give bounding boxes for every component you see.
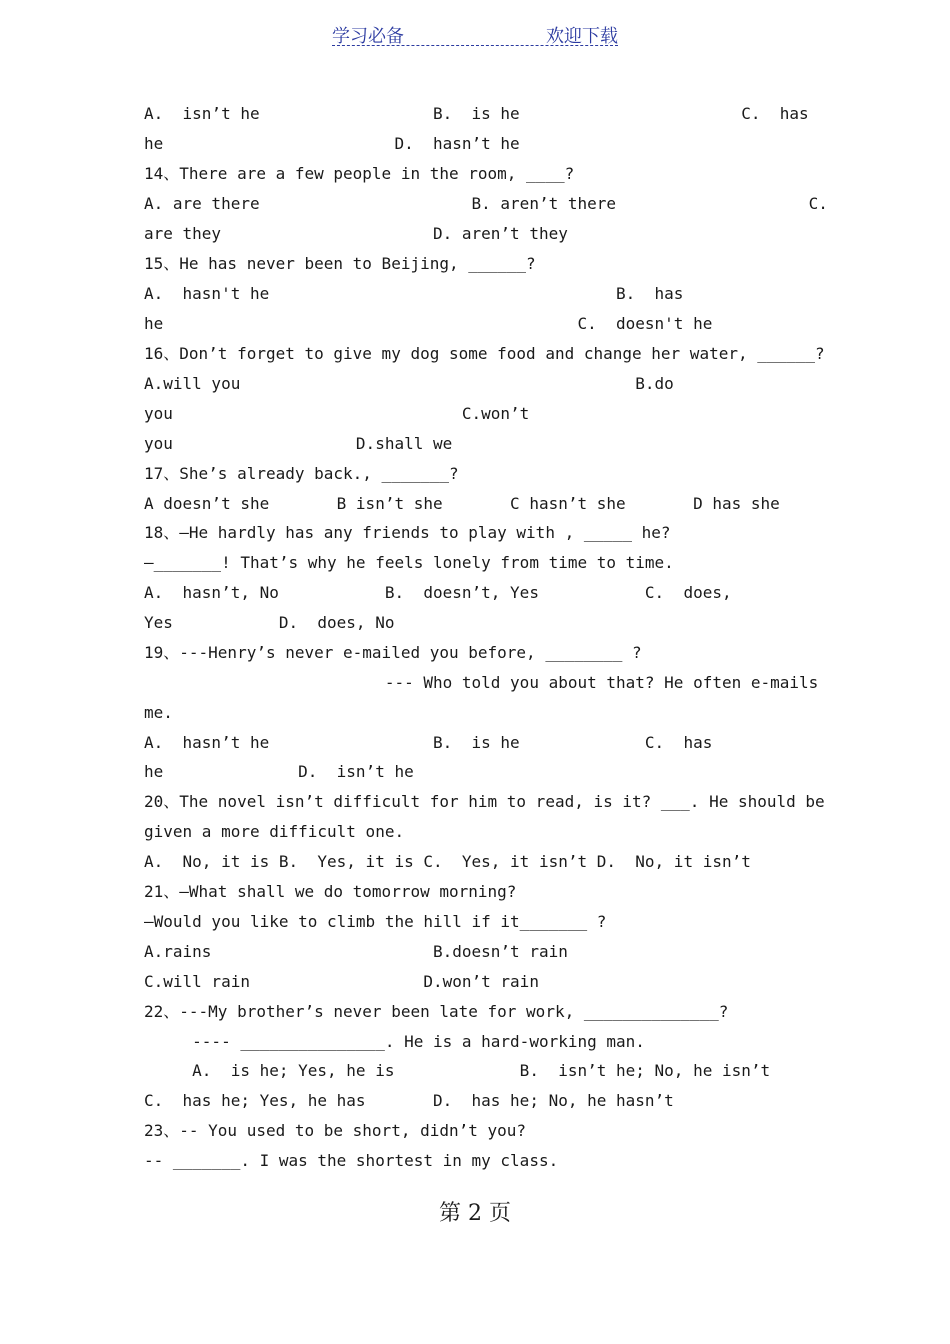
question-14: 14、There are a few people in the room, ____? <box>144 164 575 183</box>
text-line: C. has he; Yes, he has D. has he; No, he hasn’t <box>144 1091 674 1110</box>
text-line: A.rains B.doesn’t rain <box>144 942 568 961</box>
question-18: 18、—He hardly has any friends to play with , _____ he? <box>144 523 671 542</box>
text-line: he D. hasn’t he <box>144 134 520 153</box>
text-line: A doesn’t she B isn’t she C hasn’t she D has she <box>144 494 780 513</box>
text-line: A. isn’t he B. is he C. has <box>144 104 809 123</box>
text-line: are they D. aren’t they <box>144 224 568 243</box>
page-number: 第 2 页 <box>439 1201 511 1226</box>
text-line: ---- _______________. He is a hard-working man. <box>144 1032 645 1051</box>
question-19: 19、---Henry’s never e-mailed you before, ________ ? <box>144 643 642 662</box>
question-17: 17、She’s already back., _______? <box>144 464 459 483</box>
text-line: A. No, it is B. Yes, it is C. Yes, it isn’t D. No, it isn’t <box>144 852 751 871</box>
page-header <box>332 22 618 48</box>
text-line: me. <box>144 703 173 722</box>
text-line: -- _______. I was the shortest in my class. <box>144 1151 559 1170</box>
text-line: A. hasn’t, No B. doesn’t, Yes C. does, <box>144 583 732 602</box>
question-20: 20、The novel isn’t difficult for him to read, is it? ___. He should be <box>144 792 825 811</box>
text-line: A. are there B. aren’t there C. <box>144 194 828 213</box>
text-line: given a more difficult one. <box>144 822 405 841</box>
question-16: 16、Don’t forget to give my dog some food and change her water, ______? <box>144 344 825 363</box>
text-line: A.will you B.do <box>144 374 674 393</box>
text-line: A. hasn’t he B. is he C. has <box>144 733 713 752</box>
text-line: Yes D. does, No <box>144 613 395 632</box>
question-15: 15、He has never been to Beijing, ______? <box>144 254 536 273</box>
text-line: --- Who told you about that? He often e-mails <box>144 673 819 692</box>
text-line: A. hasn't he B. has <box>144 284 684 303</box>
text-line: you D.shall we <box>144 434 453 453</box>
text-line: C.will rain D.won’t rain <box>144 972 539 991</box>
text-line: —Would you like to climb the hill if it_______ ? <box>144 912 607 931</box>
text-line: —_______! That’s why he feels lonely from time to time. <box>144 553 674 572</box>
header-dashed-rule <box>332 45 618 46</box>
header-right-text: 欢迎下载 <box>546 26 618 47</box>
text-line: he C. doesn't he <box>144 314 713 333</box>
question-23: 23、-- You used to be short, didn’t you? <box>144 1121 527 1140</box>
text-line: he D. isn’t he <box>144 762 414 781</box>
text-line: A. is he; Yes, he is B. isn’t he; No, he isn’t <box>144 1061 771 1080</box>
page-footer <box>0 1196 950 1227</box>
question-22: 22、---My brother’s never been late for work, ______________? <box>144 1002 729 1021</box>
question-21: 21、—What shall we do tomorrow morning? <box>144 882 517 901</box>
text-line: you C.won’t <box>144 404 530 423</box>
header-left-text: 学习必备 <box>332 26 404 47</box>
